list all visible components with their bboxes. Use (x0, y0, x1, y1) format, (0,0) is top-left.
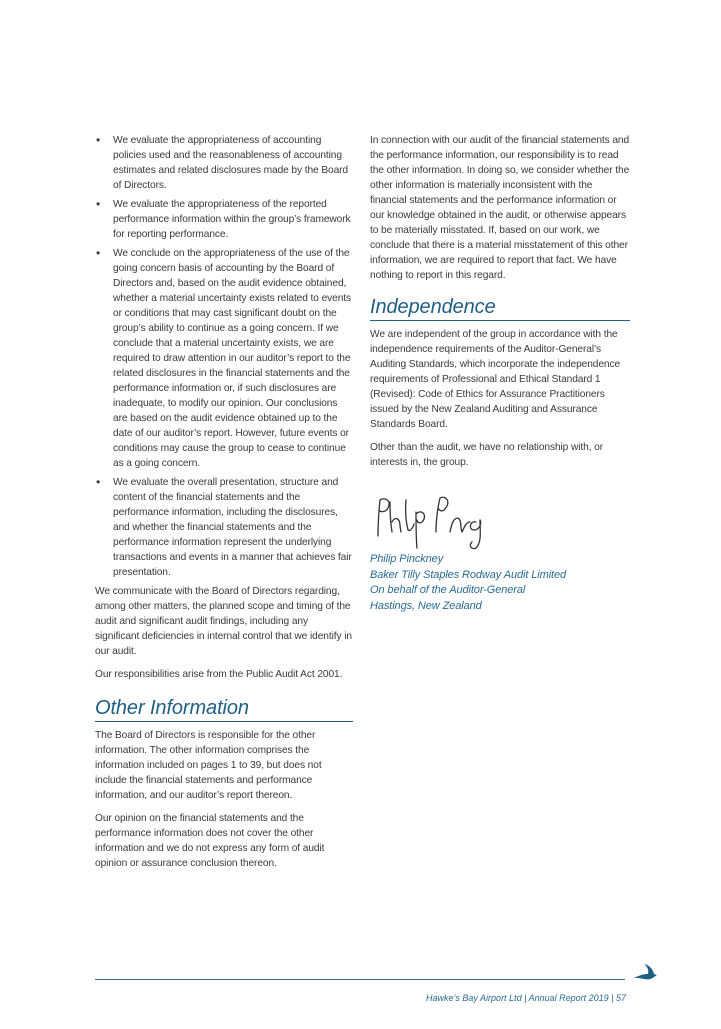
list-item-text: We evaluate the appropriateness of the reported performance information within the group’s framework for reporting performance. (113, 199, 351, 240)
signer-firm: Baker Tilly Staples Rodway Audit Limited (370, 568, 567, 581)
other-information-heading: Other Information (95, 696, 353, 722)
bullet-icon: • (96, 475, 101, 489)
footer-rule (95, 979, 625, 980)
signature-icon (372, 492, 532, 552)
connection-paragraph: In connection with our audit of the financial statements and the performance information, our responsibility is to read the other information. In doing so, we consider whether the other information is materially inconsistent with the financial statements and the performance information or our knowledge obtained in the audit, or otherwise appears to be materially misstated. If, based on our work, we conclude that there is a material misstatement of this other information, we are required to report that fact. We have nothing to report in this regard. (370, 135, 630, 281)
independence-paragraph-2: Other than the audit, we have no relationship with, or interests in, the group. (370, 442, 604, 468)
list-item-text: We evaluate the overall presentation, structure and content of the financial statements and the performance information, including the disclosures, and whether the financial statements and the performance information represent the underlying transactions and events in a manner that achieves fair presentation. (113, 477, 352, 578)
list-item-text: We evaluate the appropriateness of accounting policies used and the reasonableness of accounting estimates and related disclosures made by the Board of Directors. (113, 135, 349, 191)
signer-name: Philip Pinckney (370, 553, 444, 565)
list-item (95, 133, 353, 193)
footer-text: Hawke’s Bay Airport Ltd | Annual Report 2019 | 57 (426, 993, 626, 1003)
responsibilities-paragraph: Our responsibilities arise from the Public Audit Act 2001. (95, 669, 343, 680)
bullet-icon: • (96, 197, 101, 211)
independence-paragraph-1: We are independent of the group in accordance with the independence requirements of the Auditor-General’s Auditing Standards, which incorporate the independence requirements of Professional and Ethical Standard 1 (Revised): Code of Ethics for Assurance Practitioners issued by the New Zealand Auditing and Assurance Standards Board. (370, 329, 621, 430)
communication-paragraph: We communicate with the Board of Directors regarding, among other matters, the planned scope and timing of the audit and significant audit findings, including any significant deficiencies in internal control that we identify in our audit. (95, 586, 352, 657)
list-item (95, 197, 353, 242)
other-information-paragraph-1: The Board of Directors is responsible for the other information. The other information comprises the information included on pages 1 to 39, but does not include the financial statements and performance information, and our auditor’s report thereon. (95, 730, 322, 801)
left-column (95, 133, 353, 879)
handwritten-signature (372, 492, 630, 552)
bullet-list (95, 133, 353, 580)
bullet-icon: • (96, 246, 101, 260)
list-item-text: We conclude on the appropriateness of the use of the going concern basis of accounting by the Board of Directors and, based on the audit evidence obtained, whether a material uncertainty exists related to events or conditions that may cast significant doubt on the group’s ability to continue as a going concern. If we conclude that a material uncertainty exists, we are required to draw attention in our auditor’s report to the related disclosures in the financial statements and the performance information or, if such disclosures are inadequate, to modify our opinion. Our conclusions are based on the audit evidence obtained up to the date of our auditor’s report. However, future events or conditions may cause the group to cease to continue as a going concern. (113, 248, 351, 469)
independence-heading: Independence (370, 295, 630, 321)
signer-location: Hastings, New Zealand (370, 599, 482, 612)
list-item (95, 475, 353, 580)
bullet-icon: • (96, 133, 101, 147)
bird-icon (632, 962, 658, 987)
signoff-block (370, 552, 630, 614)
other-information-paragraph-2: Our opinion on the financial statements and the performance information does not cover the other information and we do not express any form of audit opinion or assurance conclusion thereon. (95, 813, 325, 869)
right-column (370, 133, 630, 614)
signer-behalf: On behalf of the Auditor-General (370, 584, 526, 596)
list-item (95, 246, 353, 471)
